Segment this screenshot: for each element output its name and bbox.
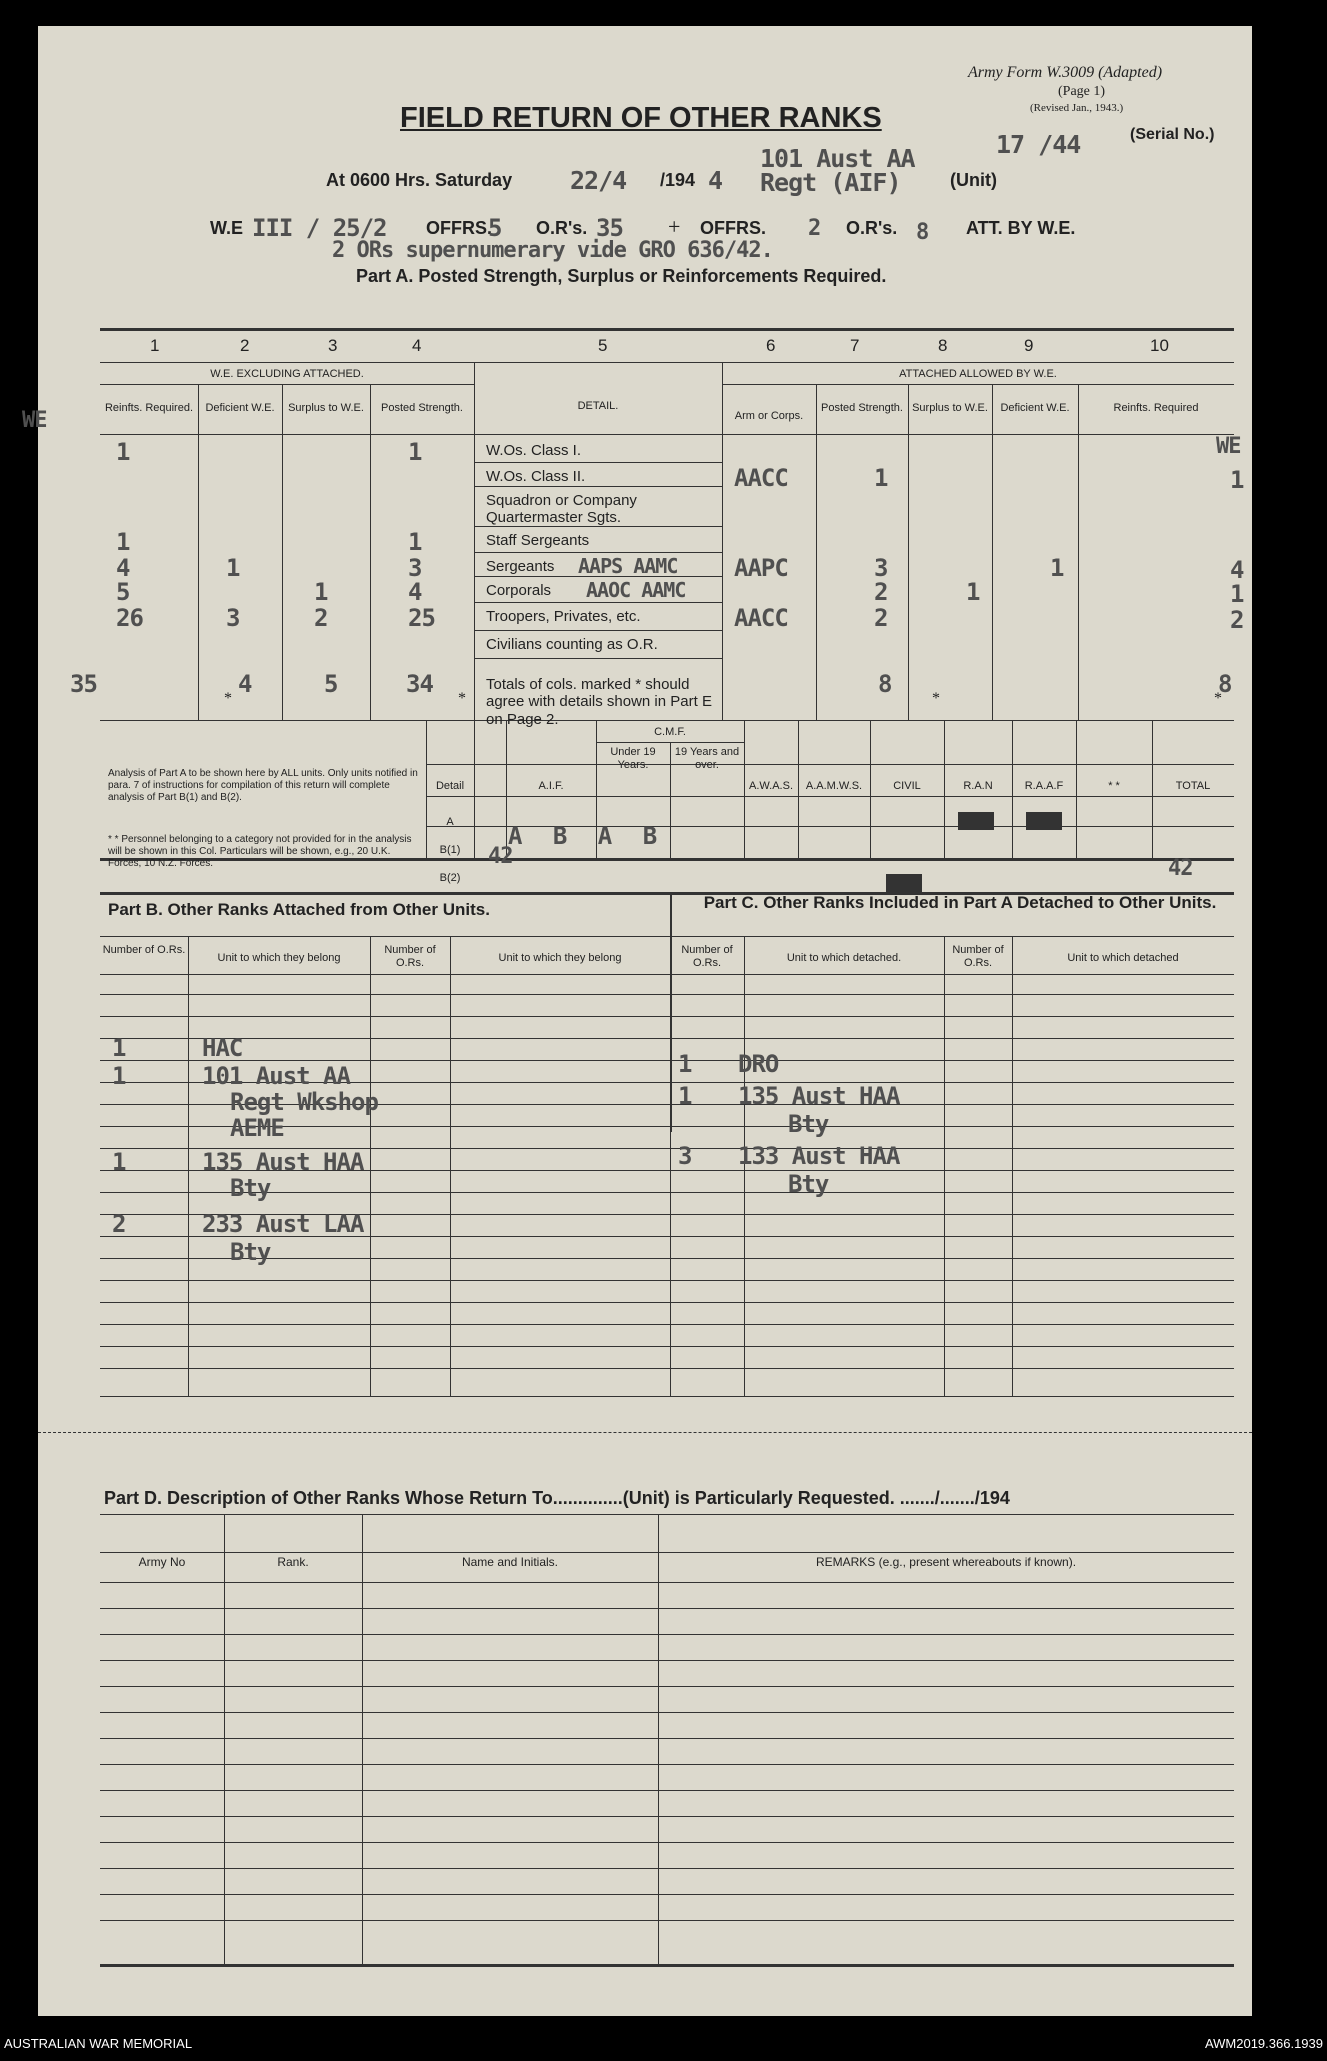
part-b-count: 1	[112, 1034, 126, 1062]
part-a-head-rule	[100, 434, 1234, 435]
part-bc-ruled-line	[100, 1368, 1234, 1369]
part-bc-ruled-line	[100, 1060, 1234, 1061]
analysis-row-b2: B(2)	[439, 872, 461, 884]
detail-label: Squadron or Company Quartermaster Sgts.	[486, 492, 637, 527]
right-column-header: Arm or Corps.	[734, 410, 804, 422]
part-d-ruled-line	[100, 1790, 1234, 1791]
total-value-c7: 8	[878, 670, 892, 698]
left-column-header: Surplus to W.E.	[288, 402, 364, 414]
unit-label: (Unit)	[950, 170, 997, 190]
attached-allowed-header: ATTACHED ALLOWED BY W.E.	[899, 368, 1057, 380]
offrs2-label: OFFRS.	[700, 218, 766, 238]
part-d-head-rule	[100, 1552, 1234, 1553]
d-line-3	[658, 1514, 659, 1964]
detail-label: W.Os. Class II.	[486, 468, 586, 485]
total-value-c1: 35	[70, 670, 97, 698]
b-line-2	[370, 936, 371, 1396]
margin-value: 2	[1230, 606, 1244, 634]
part-a-title: Part A. Posted Strength, Surplus or Reinforcements Required.	[356, 266, 887, 286]
part-b-unit: 135 Aust HAA	[202, 1148, 364, 1176]
part-c-unit: 133 Aust HAA	[738, 1142, 900, 1170]
analysis-detail-header: Detail	[435, 780, 465, 792]
star-mark: *	[1214, 690, 1222, 707]
awas-header: A.W.A.S.	[748, 780, 793, 792]
unit-value-line2: Regt (AIF)	[760, 168, 901, 197]
c-line-3	[1012, 936, 1013, 1396]
c-head-unit1: Unit to which detached.	[786, 952, 902, 964]
detail-label: Sergeants	[486, 558, 555, 575]
part-d-ruled-line	[100, 1660, 1234, 1661]
margin-value: 4	[1230, 556, 1244, 584]
raaf-redaction	[1026, 812, 1062, 830]
plus-sign: +	[668, 214, 681, 239]
left-column-header: Deficient W.E.	[205, 402, 275, 414]
ors-label: O.R's.	[536, 218, 588, 238]
analysis-row-a: A	[446, 816, 454, 828]
col-line-8	[992, 384, 993, 720]
part-d-ruled-line	[100, 1816, 1234, 1817]
row-value-c9: 1	[1050, 554, 1064, 582]
row-value-c4: 25	[408, 604, 435, 632]
c-head-num2: Number of O.Rs.	[952, 944, 1004, 969]
star-mark: *	[458, 690, 466, 707]
civil-header: CIVIL	[893, 780, 921, 792]
ors2-value: 8	[916, 220, 929, 245]
row-value-c2: 1	[226, 554, 240, 582]
column-number: 9	[1024, 336, 1034, 355]
detail-row-rule	[474, 462, 722, 463]
part-c-unit: 135 Aust HAA	[738, 1082, 900, 1110]
part-c-count: 1	[678, 1050, 692, 1078]
c-line-2	[944, 936, 945, 1396]
detail-label: Troopers, Privates, etc.	[486, 608, 641, 625]
part-c-unit: DRO	[738, 1050, 779, 1078]
star-mark: *	[932, 690, 940, 707]
part-bc-bottom-line	[100, 1396, 1234, 1397]
right-column-header: Reinfts. Required	[1113, 402, 1199, 414]
part-b-title: Part B. Other Ranks Attached from Other Units.	[108, 900, 490, 919]
part-b-unit: AEME	[230, 1114, 284, 1142]
footer-left: AUSTRALIAN WAR MEMORIAL	[4, 2036, 193, 2051]
part-b-count: 2	[112, 1210, 126, 1238]
detail-row-rule	[474, 658, 722, 659]
d-head-name: Name and Initials.	[461, 1555, 559, 1569]
we-header-rule	[100, 384, 474, 385]
row-value-c4: 4	[408, 578, 422, 606]
ran-redaction	[958, 812, 994, 830]
part-d-ruled-line	[100, 1582, 1234, 1583]
stars-header: * *	[1108, 780, 1120, 792]
col-line-4	[474, 362, 475, 720]
part-bc-ruled-line	[100, 1038, 1234, 1039]
form-title: FIELD RETURN OF OTHER RANKS	[400, 102, 882, 134]
we-value: III / 25/2	[252, 214, 387, 242]
ran-header: R.A.N	[963, 780, 993, 792]
right-column-header: Surplus to W.E.	[912, 402, 988, 414]
total-value-c10: 8	[1218, 670, 1232, 698]
row-value-c7: 1	[874, 464, 888, 492]
an-line-2	[474, 720, 475, 858]
row-value-c3: 1	[314, 578, 328, 606]
column-number: 1	[150, 336, 160, 355]
part-d-ruled-line	[100, 1920, 1234, 1921]
row-value-c4: 3	[408, 554, 422, 582]
att-by-we-label: ATT. BY W.E.	[966, 218, 1076, 238]
attached-header-rule	[722, 384, 1234, 385]
row-value-c1: 1	[116, 438, 130, 466]
analysis-row-a-rule	[426, 796, 1234, 797]
supernumerary-note: 2 ORs supernumerary vide GRO 636/42.	[332, 238, 773, 263]
part-b-count: 1	[112, 1062, 126, 1090]
detail-row-rule	[474, 602, 722, 603]
part-d-ruled-line	[100, 1712, 1234, 1713]
part-c-count: 3	[678, 1142, 692, 1170]
total-value-c3: 5	[324, 670, 338, 698]
analysis-row-a-marks: A B A B	[508, 822, 666, 850]
row-value-c2: 3	[226, 604, 240, 632]
c-head-num1: Number of O.Rs.	[681, 944, 733, 969]
offrs2-value: 2	[808, 216, 821, 241]
part-c-title: Part C. Other Ranks Included in Part A Detached to Other Units.	[703, 893, 1217, 912]
analysis-note-2: * * Personnel belonging to a category not provided for in the analysis will be shown in this Col. Particulars will be shown, e.g., 20 U.K. Forces, 10 N.Z. Forces.	[108, 834, 412, 869]
column-number: 6	[766, 336, 776, 355]
row-value-c1: 5	[116, 578, 130, 606]
col-line-9	[1078, 384, 1079, 720]
part-d-ruled-line	[100, 1634, 1234, 1635]
analysis-head-rule	[426, 764, 1234, 765]
b-head-unit2: Unit to which they belong	[498, 952, 622, 964]
part-b-unit: Regt Wkshop	[230, 1088, 378, 1116]
footer-right: AWM2019.366.1939	[1204, 2036, 1323, 2051]
row-value-c4: 1	[408, 528, 422, 556]
aif-b1-value: 42	[488, 844, 513, 869]
ors2-label: O.R's.	[846, 218, 898, 238]
offrs-label: OFFRS.	[426, 218, 492, 238]
part-d-bottom-rule	[100, 1964, 1234, 1967]
we-margin-right: WE	[1216, 434, 1241, 459]
analysis-note-1: Analysis of Part A to be shown here by ALL units. Only units notified in para. 7 of instructions for compilation of this return will complete analysis of Part B(1) and B(2).	[108, 768, 418, 803]
row-value-c4: 1	[408, 438, 422, 466]
detail-label: Corporals	[486, 582, 552, 599]
cmf-header: C.M.F.	[654, 726, 686, 738]
page-indicator: (Page 1)	[1058, 84, 1106, 99]
row-value-c6: AACC	[734, 604, 788, 632]
ors-value: 35	[596, 214, 623, 242]
right-column-header: Deficient W.E.	[1000, 402, 1070, 414]
d-head-rank: Rank.	[277, 1555, 309, 1569]
detail-header: DETAIL.	[577, 400, 619, 412]
form-page	[22, 26, 1252, 2016]
perforation-line	[38, 1432, 1252, 1433]
part-d-ruled-line	[100, 1764, 1234, 1765]
part-d-title: Part D. Description of Other Ranks Whose Return To..............(Unit) is Particularly Requested. ......./......./194	[104, 1488, 1010, 1508]
b-head-num1: Number of O.Rs.	[102, 944, 186, 956]
total-value-c4: 34	[406, 670, 433, 698]
part-bc-head-top	[100, 936, 1234, 937]
part-d-ruled-line	[100, 1608, 1234, 1609]
column-number: 7	[850, 336, 860, 355]
army-form-number: Army Form W.3009 (Adapted)	[968, 64, 1163, 81]
b-line-1	[188, 936, 189, 1396]
d-head-remarks: REMARKS (e.g., present whereabouts if known).	[815, 1555, 1077, 1569]
revised-date: (Revised Jan., 1943.)	[1030, 102, 1124, 114]
cmf-over19-header: 19 Years and over.	[674, 746, 740, 771]
year-prefix: /194	[660, 170, 696, 190]
part-bc-ruled-line	[100, 1280, 1234, 1281]
part-bc-ruled-line	[100, 1346, 1234, 1347]
margin-value: 1	[1230, 466, 1244, 494]
serial-value: 17 /44	[996, 130, 1081, 159]
left-column-header: Posted Strength.	[381, 402, 463, 414]
analysis-row-b1: B(1)	[439, 844, 461, 856]
row-value-c1: 4	[116, 554, 130, 582]
margin-value: 1	[1230, 580, 1244, 608]
raaf-header: R.A.A.F	[1024, 780, 1064, 792]
left-column-header: Reinfts. Required.	[104, 402, 194, 414]
row-value-c8: 1	[966, 578, 980, 606]
row-value-c3: 2	[314, 604, 328, 632]
row-value-c6: AACC	[734, 464, 788, 492]
row-value-c1: 1	[116, 528, 130, 556]
part-bc-ruled-line	[100, 1016, 1234, 1017]
detail-row-rule	[474, 552, 722, 553]
detail-label: Staff Sergeants	[486, 532, 590, 549]
detail-label: Civilians counting as O.R.	[486, 636, 658, 653]
d-head-army-no: Army No	[138, 1555, 186, 1569]
b-head-unit1: Unit to which they belong	[217, 952, 341, 964]
part-bc-ruled-line	[100, 1324, 1234, 1325]
year-digit: 4	[708, 166, 723, 195]
part-c-unit: Bty	[788, 1170, 829, 1198]
b-line-3	[450, 936, 451, 1396]
part-bc-ruled-line	[100, 994, 1234, 995]
star-mark: *	[224, 690, 232, 707]
totals-label: Totals of cols. marked * should agree with details shown in Part E on Page 2.	[486, 676, 712, 728]
part-a-number-rule	[100, 362, 1234, 363]
offrs-value: 5	[488, 214, 502, 242]
date-value: 22/4	[570, 166, 627, 195]
part-d-ruled-line	[100, 1894, 1234, 1895]
right-column-header: Posted Strength.	[821, 402, 903, 414]
b-line-4	[670, 936, 671, 1396]
d-line-1	[224, 1514, 225, 1964]
part-b-unit: Bty	[230, 1238, 271, 1266]
cmf-under19-header: Under 19 Years.	[610, 746, 656, 771]
we-excluding-header: W.E. EXCLUDING ATTACHED.	[210, 368, 364, 380]
column-number: 2	[240, 336, 250, 355]
row-value-c1: 26	[116, 604, 143, 632]
part-c-unit: Bty	[788, 1110, 829, 1138]
part-b-unit: 101 Aust AA	[202, 1062, 350, 1090]
row-value-c7: 2	[874, 578, 888, 606]
d-line-2	[362, 1514, 363, 1964]
detail-annotation: AAOC AAMC	[586, 578, 686, 602]
part-d-ruled-line	[100, 1738, 1234, 1739]
aamws-header: A.A.M.W.S.	[805, 780, 863, 792]
unit-value-line1: 101 Aust AA	[760, 144, 915, 173]
column-number: 3	[328, 336, 338, 355]
detail-label: W.Os. Class I.	[486, 442, 582, 459]
col-line-1	[198, 384, 199, 720]
part-bc-ruled-line	[100, 1302, 1234, 1303]
c-head-unit2: Unit to which detached	[1067, 952, 1179, 964]
detail-annotation: AAPS AAMC	[578, 554, 678, 578]
part-b-count: 1	[112, 1148, 126, 1176]
part-bc-head-bottom	[100, 974, 1234, 975]
we-margin-left: WE	[22, 408, 47, 433]
col-line-6	[816, 384, 817, 720]
civil-redaction	[886, 874, 922, 892]
part-d-ruled-line	[100, 1868, 1234, 1869]
aif-header: A.I.F.	[538, 780, 564, 792]
part-d-ruled-line	[100, 1842, 1234, 1843]
row-value-c7: 2	[874, 604, 888, 632]
column-number: 5	[598, 336, 608, 355]
part-b-unit: 233 Aust LAA	[202, 1210, 364, 1238]
total-header: TOTAL	[1175, 780, 1211, 792]
serial-label: (Serial No.)	[1130, 126, 1215, 143]
part-b-unit: HAC	[202, 1034, 243, 1062]
column-number: 4	[412, 336, 422, 355]
column-number: 10	[1150, 336, 1169, 355]
we-prefix: W.E	[210, 218, 244, 238]
part-d-top-rule	[100, 1514, 1234, 1515]
b-head-num2: Number of O.Rs.	[384, 944, 436, 969]
part-d-ruled-line	[100, 1686, 1234, 1687]
part-a-top-rule	[100, 328, 1234, 331]
total-b1-value: 42	[1168, 856, 1193, 881]
part-b-unit: Bty	[230, 1174, 271, 1202]
detail-row-rule	[474, 630, 722, 631]
at-hours-label: At 0600 Hrs. Saturday	[326, 170, 513, 190]
part-c-count: 1	[678, 1082, 692, 1110]
row-value-c6: AAPC	[734, 554, 788, 582]
column-number: 8	[938, 336, 948, 355]
col-line-2	[282, 384, 283, 720]
row-value-c7: 3	[874, 554, 888, 582]
col-line-3	[370, 384, 371, 720]
detail-row-rule	[474, 486, 722, 487]
col-line-7	[908, 384, 909, 720]
total-value-c2: 4	[238, 670, 252, 698]
